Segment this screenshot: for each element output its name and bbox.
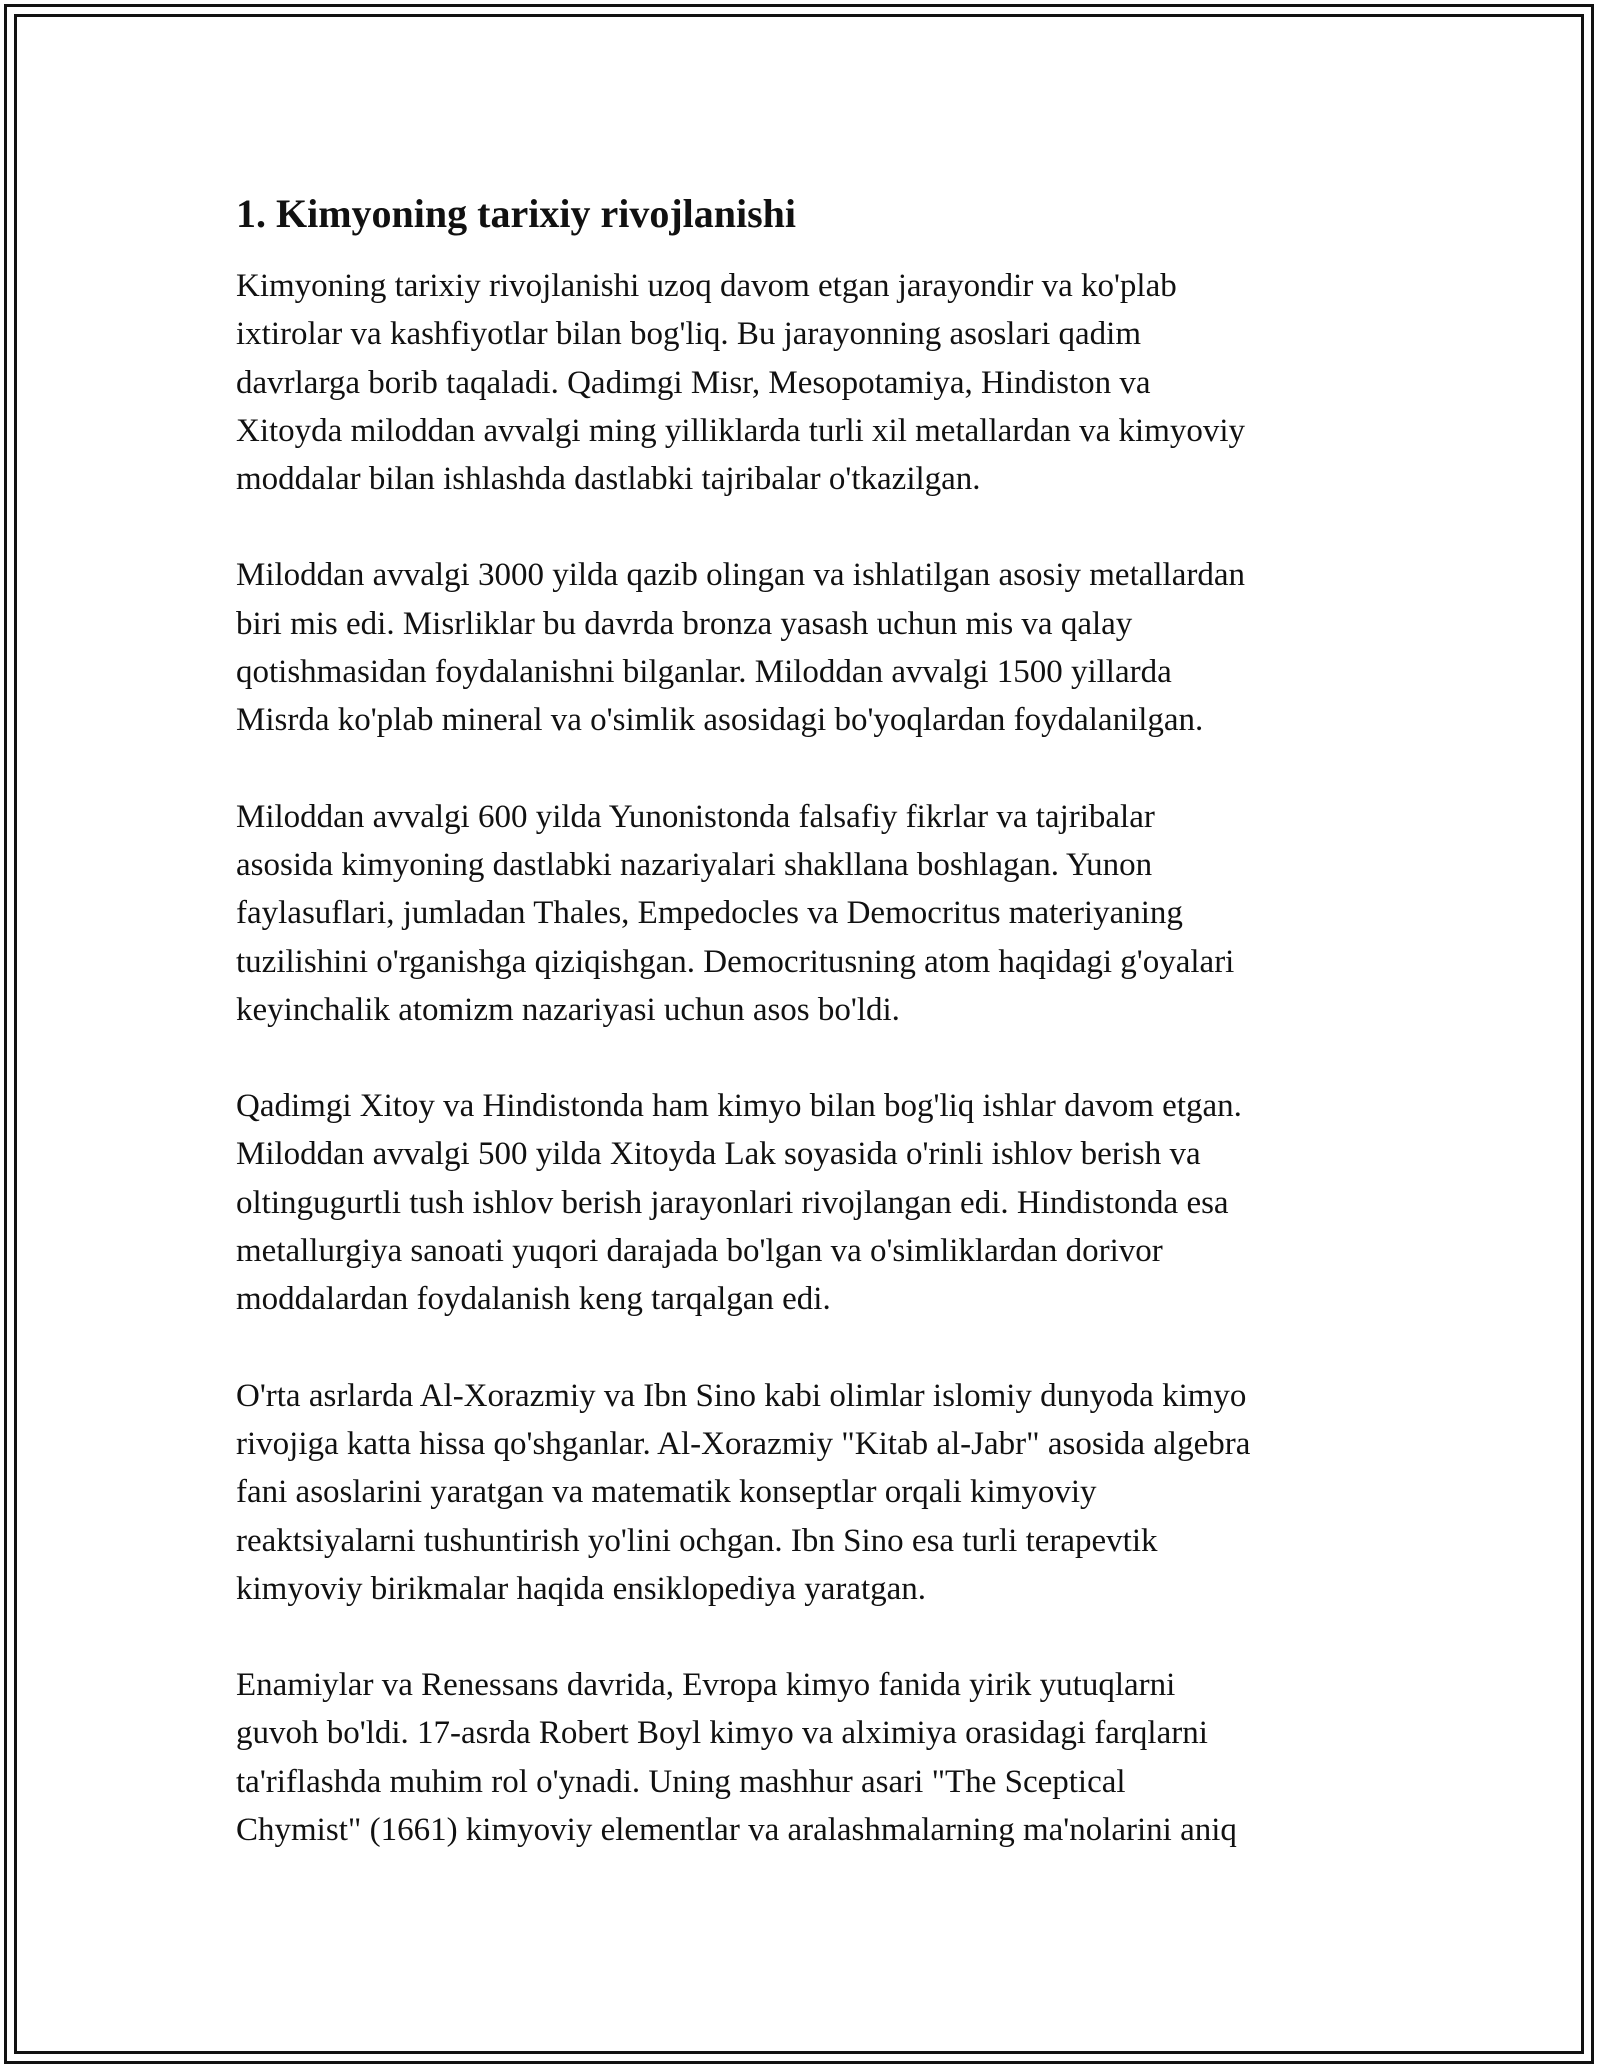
- paragraph-6: Enamiylar va Renessans davrida, Evropa kimyo fanida yirik yutuqlarni guvoh bo'ldi. 17-asrda Robert Boyl kimyo va alximiya orasidagi farqlarni ta'riflashda muhim rol o'ynadi. Uning mashhur asari "The Sceptical Chymist" (1661) kimyoviy elementlar va aralashmalarning ma'nolarini aniq: [236, 1667, 1237, 1849]
- paragraph-5: O'rta asrlarda Al-Xorazmiy va Ibn Sino kabi olimlar islomiy dunyoda kimyo rivojiga katta hissa qo'shganlar. Al-Xorazmiy "Kitab al-Jabr" asosida algebra fani asoslarini yaratgan va matematik konseptlar orqali kimyoviy reaktsiyalarni tushuntirish yo'lini ochgan. Ibn Sino esa turli terapevtik kimyoviy birikmalar haqida ensiklopediya yaratgan.: [236, 1377, 1251, 1607]
- paragraph-4: Qadimgi Xitoy va Hindistonda ham kimyo bilan bog'liq ishlar davom etgan. Miloddan avvalgi 500 yilda Xitoyda Lak soyasida o'rinli ishlov berish va oltingugurtli tush ishlov berish jarayonlari rivojlangan edi. Hindistonda esa metallurgiya sanoati yuqori darajada bo'lgan va o'simliklardan dorivor moddalardan foydalanish keng tarqalgan edi.: [236, 1088, 1242, 1318]
- section-heading: 1. Kimyoning tarixiy rivojlanishi: [236, 191, 797, 236]
- paragraph-3: Miloddan avvalgi 600 yilda Yunonistonda falsafiy fikrlar va tajribalar asosida kimyoning dastlabki nazariyalari shakllana boshlagan. Yunon faylasuflari, jumladan Thales, Empedocles va Democritus materiyaning tuzilishini o'rganishga qiziqishgan. Democritusning atom haqidagi g'oyalari keyinchalik atomizm nazariyasi uchun asos bo'ldi.: [236, 798, 1235, 1028]
- paragraph-1: Kimyoning tarixiy rivojlanishi uzoq davom etgan jarayondir va ko'plab ixtirolar va kashfiyotlar bilan bog'liq. Bu jarayonning asoslari qadim davrlarga borib taqaladi. Qadimgi Misr, Mesopotamiya, Hindiston va Xitoyda miloddan avvalgi ming yilliklarda turli xil metallardan va kimyoviy moddalar bilan ishlashda dastlabki tajribalar o'tkazilgan.: [236, 268, 1246, 498]
- document-body: [236, 186, 1396, 1902]
- paragraph-2: Miloddan avvalgi 3000 yilda qazib olingan va ishlatilgan asosiy metallardan biri mis edi. Misrliklar bu davrda bronza yasash uchun mis va qalay qotishmasidan foydalanishni bilganlar. Miloddan avvalgi 1500 yillarda Misrda ko'plab mineral va o'simlik asosidagi bo'yoqlardan foydalanilgan.: [236, 557, 1246, 739]
